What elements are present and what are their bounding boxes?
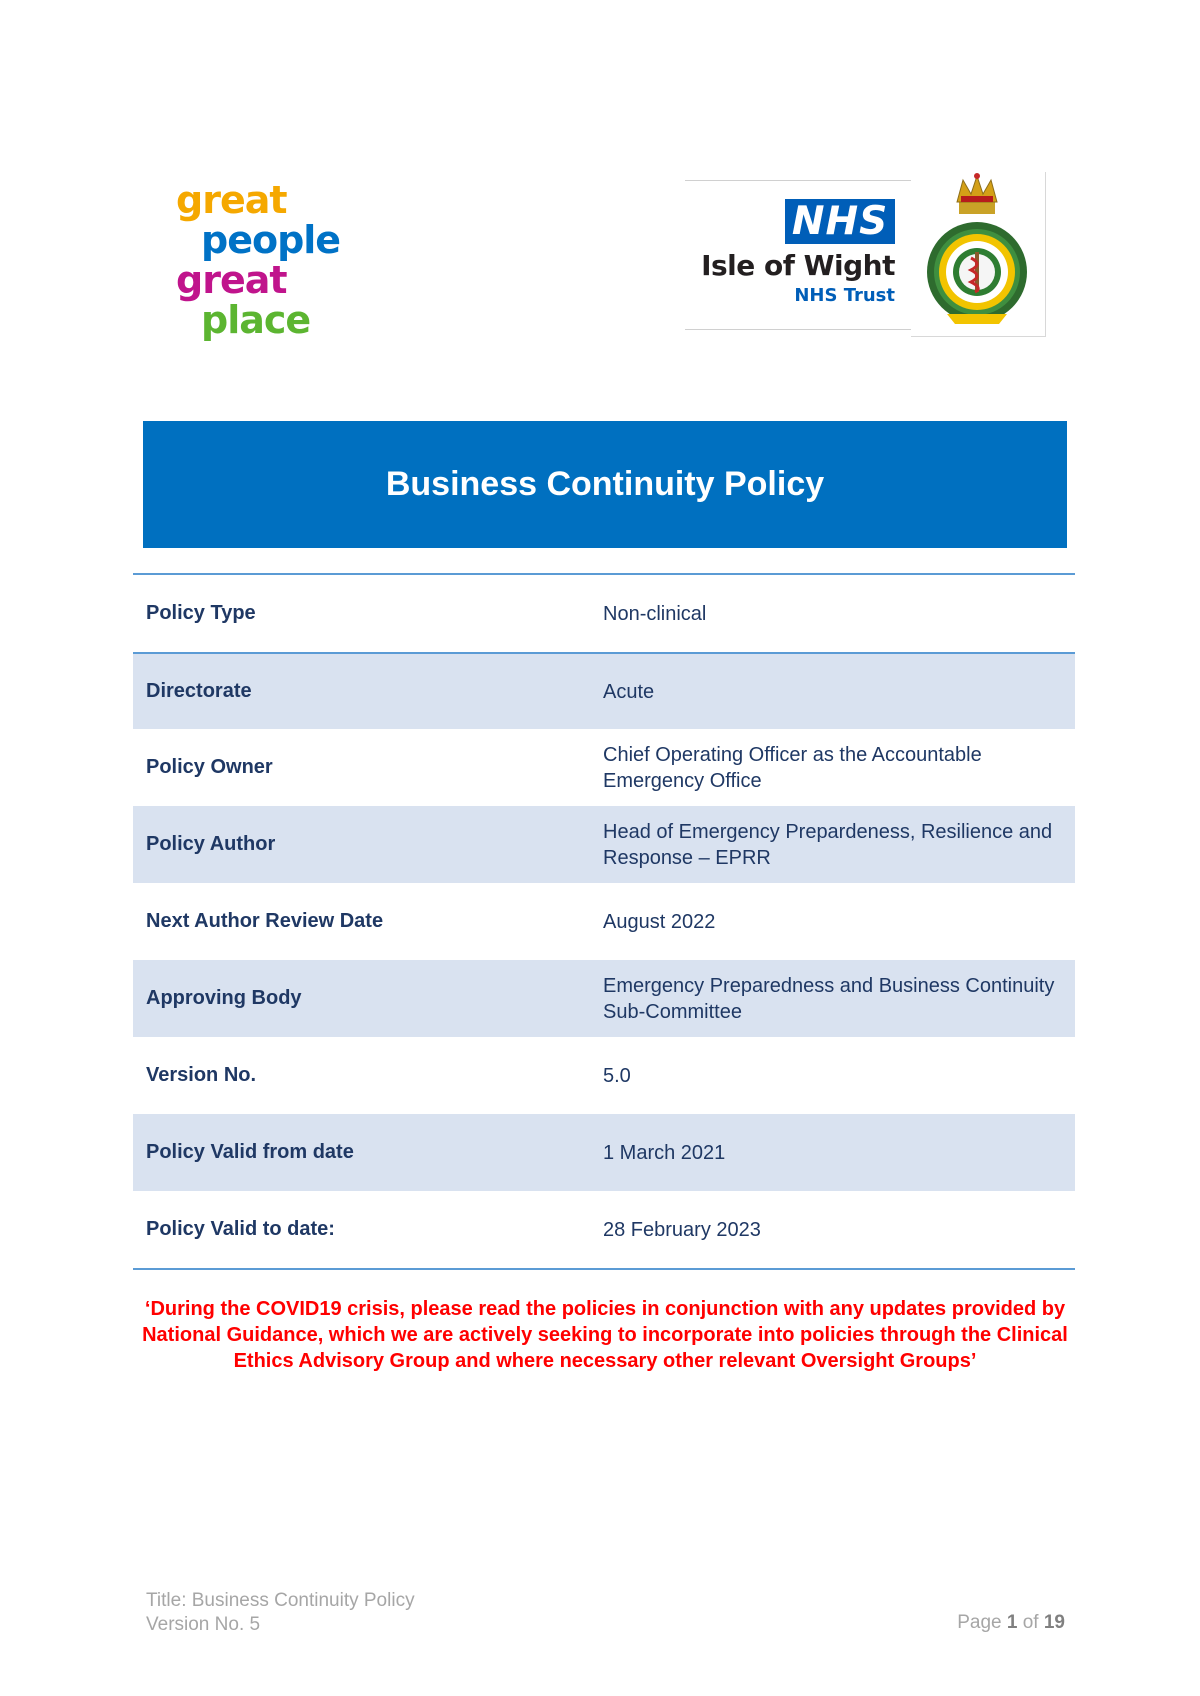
table-row xyxy=(133,575,1075,652)
slogan-word: great xyxy=(176,178,287,222)
row-label: Policy Author xyxy=(146,833,276,855)
ambulance-service-crest-icon xyxy=(911,172,1046,337)
table-row xyxy=(133,652,1075,729)
slogan-word: great xyxy=(176,258,287,302)
row-label: Next Author Review Date xyxy=(146,910,384,932)
slogan-word: place xyxy=(201,298,311,342)
table-row xyxy=(133,1037,1075,1114)
table-row xyxy=(133,729,1075,806)
nhs-trust-name: NHS Trust xyxy=(794,285,895,306)
row-label: Policy Valid to date: xyxy=(146,1218,335,1240)
title-banner xyxy=(143,421,1067,548)
document-title: Business Continuity Policy xyxy=(385,465,825,503)
covid-notice: ‘During the COVID19 crisis, please read the policies in conjunction with any updates provided by National Guidance, which we are actively seeking to incorporate into policies through the Clinical Ethics Advisory Group and where necessary other relevant Oversight Groups’ xyxy=(142,1298,1068,1372)
row-value: Emergency Preparedness and Business Continuity Sub-Committee xyxy=(603,974,1055,1023)
page-number xyxy=(957,1612,1065,1634)
policy-details-table xyxy=(133,573,1075,1270)
nhs-org-name: Isle of Wight xyxy=(701,249,895,282)
page-total: 19 xyxy=(1043,1612,1065,1633)
row-value: Head of Emergency Prepardeness, Resilience and Response – EPRR xyxy=(603,820,1053,869)
footer-title: Title: Business Continuity Policy xyxy=(146,1590,415,1611)
table-row xyxy=(133,883,1075,960)
row-label: Version No. xyxy=(146,1064,257,1086)
row-label: Directorate xyxy=(146,680,252,702)
row-value: 5.0 xyxy=(603,1064,631,1087)
row-label: Policy Type xyxy=(146,602,256,624)
page-of: of xyxy=(1022,1612,1039,1633)
table-row xyxy=(133,1191,1075,1268)
nhs-logo xyxy=(685,180,911,330)
row-value: Non-clinical xyxy=(603,602,707,625)
great-people-great-place-logo xyxy=(176,180,376,340)
nhs-badge: NHS xyxy=(785,199,895,244)
table-row xyxy=(133,1114,1075,1191)
slogan-word: people xyxy=(201,218,341,262)
footer-info xyxy=(146,1589,415,1637)
table-row xyxy=(133,806,1075,883)
table-row xyxy=(133,960,1075,1037)
row-value: August 2022 xyxy=(603,910,716,933)
page-current: 1 xyxy=(1006,1612,1018,1633)
row-value: Chief Operating Officer as the Accountable Emergency Office xyxy=(603,743,982,792)
row-value: Acute xyxy=(603,680,655,703)
row-label: Policy Owner xyxy=(146,756,273,778)
row-label: Approving Body xyxy=(146,987,302,1009)
row-value: 28 February 2023 xyxy=(603,1218,761,1241)
footer-version: Version No. 5 xyxy=(146,1614,261,1635)
page-prefix: Page xyxy=(957,1612,1002,1633)
row-label: Policy Valid from date xyxy=(146,1141,354,1163)
row-value: 1 March 2021 xyxy=(603,1141,726,1164)
